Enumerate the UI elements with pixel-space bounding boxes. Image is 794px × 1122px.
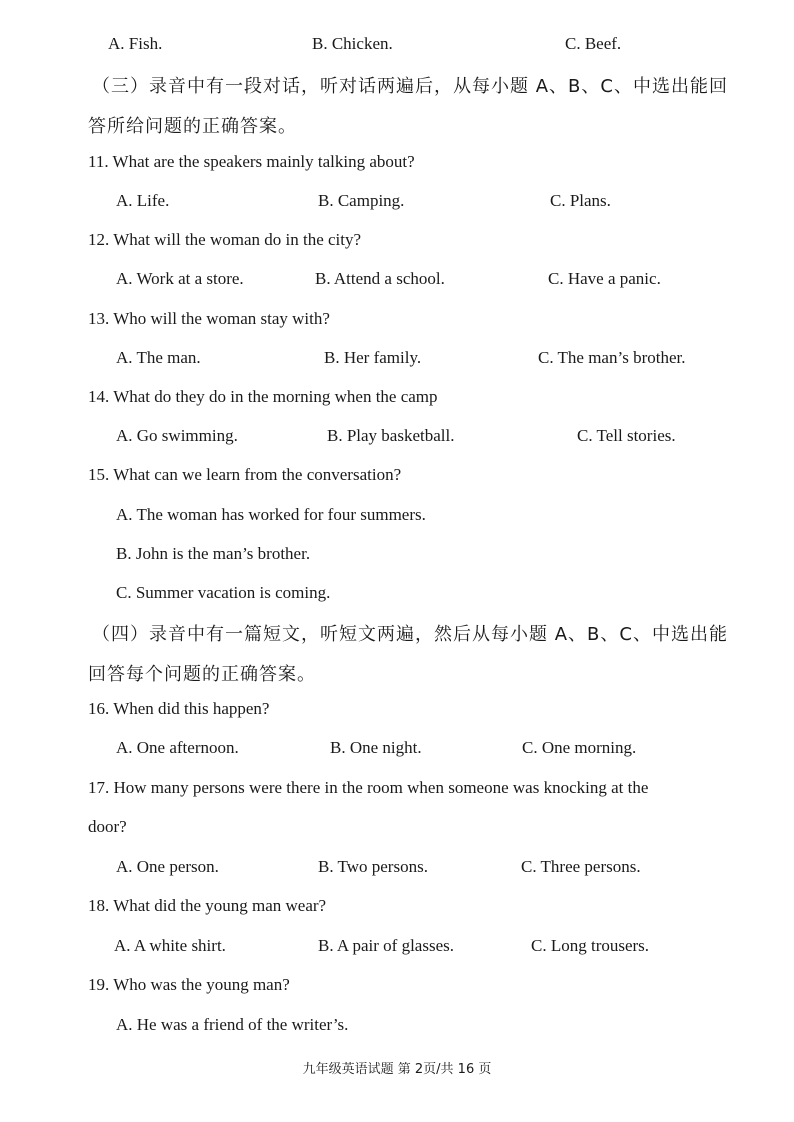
option-c: C. The man’s brother. bbox=[538, 348, 686, 367]
option-b: B. Attend a school. bbox=[315, 269, 445, 288]
option-a: A. One afternoon. bbox=[116, 738, 239, 757]
page-footer: 九年级英语试题 第 2页/共 16 页 bbox=[302, 1062, 492, 1077]
section3-instruction-line2: 答所给问题的正确答案。 bbox=[88, 116, 297, 137]
question-17-line2: door? bbox=[88, 817, 127, 836]
question-15-option-a: A. The woman has worked for four summers. bbox=[116, 505, 426, 524]
question-17-line1: 17. How many persons were there in the room when someone was knocking at the bbox=[88, 778, 649, 797]
section4-instruction-line2: 回答每个问题的正确答案。 bbox=[88, 664, 316, 685]
option-c: C. Have a panic. bbox=[548, 269, 661, 288]
option-b: B. One night. bbox=[330, 738, 422, 757]
option-c: C. One morning. bbox=[522, 738, 637, 757]
option-a: A. A white shirt. bbox=[114, 936, 226, 955]
option-a: A. One person. bbox=[116, 857, 219, 876]
option-c: C. Three persons. bbox=[521, 857, 641, 876]
question-18: 18. What did the young man wear? bbox=[88, 896, 327, 915]
question-14: 14. What do they do in the morning when the camp bbox=[88, 387, 438, 406]
question-12: 12. What will the woman do in the city? bbox=[88, 230, 362, 249]
question-16: 16. When did this happen? bbox=[88, 699, 270, 718]
option-c: C. Long trousers. bbox=[531, 936, 650, 955]
option-b: B. Camping. bbox=[318, 191, 405, 210]
option-c: C. Plans. bbox=[550, 191, 611, 210]
option-b: B. Two persons. bbox=[318, 857, 428, 876]
option-a: A. Work at a store. bbox=[116, 269, 244, 288]
option-a: A. The man. bbox=[116, 348, 201, 367]
option-b: B. Her family. bbox=[324, 348, 422, 367]
option-c: C. Tell stories. bbox=[577, 426, 676, 445]
section3-instruction-line1: （三）录音中有一段对话，听对话两遍后，从每小题 A、B、C、中选出能回 bbox=[92, 76, 728, 97]
question-11: 11. What are the speakers mainly talking about? bbox=[88, 152, 415, 171]
question-19: 19. Who was the young man? bbox=[88, 975, 290, 994]
option-a: A. Life. bbox=[116, 191, 170, 210]
question-13: 13. Who will the woman stay with? bbox=[88, 309, 330, 328]
question-15-option-b: B. John is the man’s brother. bbox=[116, 544, 311, 563]
option-a: A. Fish. bbox=[108, 34, 163, 53]
section4-instruction-line1: （四）录音中有一篇短文，听短文两遍，然后从每小题 A、B、C、中选出能 bbox=[92, 624, 728, 645]
option-b: B. Play basketball. bbox=[327, 426, 455, 445]
question-15-option-c: C. Summer vacation is coming. bbox=[116, 583, 331, 602]
question-15: 15. What can we learn from the conversation? bbox=[88, 465, 402, 484]
option-c: C. Beef. bbox=[565, 34, 622, 53]
option-a: A. Go swimming. bbox=[116, 426, 238, 445]
question-19-option-a: A. He was a friend of the writer’s. bbox=[116, 1015, 349, 1034]
option-b: B. A pair of glasses. bbox=[318, 936, 454, 955]
option-b: B. Chicken. bbox=[312, 34, 393, 53]
